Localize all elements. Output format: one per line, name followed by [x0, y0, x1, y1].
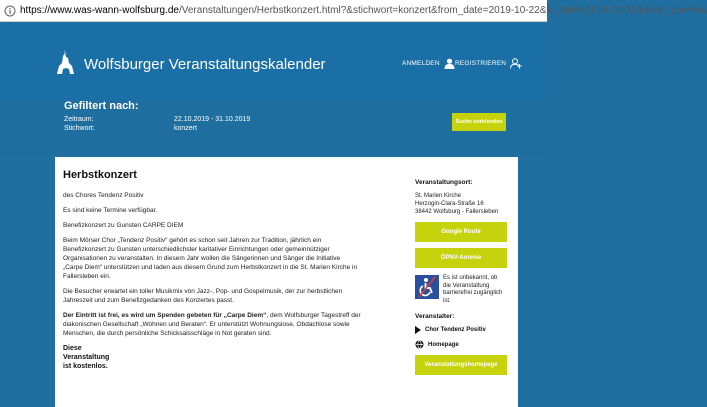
- event-description: Beim Mörser Chor „Tendenz Positiv“ gehört es schon seit Jahren zur Tradition, jährlich ein Benefizkonzert zu Gunsten unterschiedlichster karitativer Einrichtungen oder gemeinnütziger Organisationen zu veranstalten. In diesem Jahr wollen die Sängerinnen und Sänger die Initiative „Carpe Diem“ unterstützen und laden aus diesem Grund zum Herbstkonzert in die St. Marien Kirche in Fallersleben ein.: [63, 237, 358, 280]
- filter-value: 22.10.2019 - 31.10.2019: [174, 116, 251, 123]
- wolf-logo-icon[interactable]: [53, 50, 79, 76]
- free-entry-rest: , dem Wolfsburger Tagestreff der diakonischen Gesellschaft „Wohnen und Beraten“. Er unterstützt Wohnungslose, Obdachlose sowie Menschen, die durch persönliche Schicksalsschläge in Not geraten sind.: [63, 312, 361, 337]
- venue-street: Herzogin-Clara-Straße 16: [415, 201, 484, 207]
- page-info-icon[interactable]: [4, 5, 16, 17]
- chevron-right-icon: [415, 326, 421, 334]
- filter-row-stichwort: [64, 125, 197, 132]
- site-title[interactable]: Wolfsburger Veranstaltungskalender: [84, 56, 326, 73]
- event-subtitle: des Chores Tendenz Positiv: [63, 192, 144, 199]
- organizer-link[interactable]: [415, 326, 507, 334]
- filter-title: Gefiltert nach:: [64, 100, 139, 112]
- event-title: Herbstkonzert: [63, 169, 137, 181]
- filter-summary: [0, 100, 547, 155]
- venue-city: 38442 Wolfsburg - Fallersleben: [415, 209, 499, 215]
- homepage-link[interactable]: [415, 340, 507, 349]
- user-icon: [444, 58, 455, 69]
- login-label: ANMELDEN: [402, 60, 440, 67]
- event-sidebar: [415, 179, 507, 381]
- login-link[interactable]: [402, 58, 455, 69]
- free-notice: Diese Veranstaltung ist kostenlos.: [63, 345, 110, 370]
- organizer-name: Chor Tendenz Positiv: [425, 327, 486, 333]
- wheelchair-icon: [415, 275, 439, 299]
- venue-address: [415, 192, 507, 216]
- venue-heading: Veranstaltungsort:: [415, 179, 473, 186]
- filter-key: Stichwort:: [64, 125, 95, 132]
- filter-row-zeitraum: [64, 116, 250, 123]
- oepnv-button[interactable]: ÖPNV-Anreise: [415, 248, 507, 268]
- add-user-icon: [510, 58, 522, 69]
- show-search-button[interactable]: Suche einblenden: [452, 113, 506, 131]
- free-entry-bold: Der Eintritt ist frei, es wird um Spenden gebeten für „Carpe Diem“: [63, 312, 267, 319]
- register-link[interactable]: [455, 58, 522, 69]
- event-main: [63, 169, 361, 371]
- google-route-button[interactable]: Google Route: [415, 222, 507, 242]
- globe-icon: [415, 340, 424, 349]
- filter-value: konzert: [174, 125, 197, 132]
- event-tagline: Benefizkonzert zu Gunsten CARPE DIEM: [63, 222, 184, 229]
- event-homepage-button[interactable]: Veranstaltungshomepage: [415, 355, 507, 375]
- filter-key: Zeitraum:: [64, 116, 94, 123]
- browser-address-bar[interactable]: [0, 0, 707, 22]
- accessibility-info: [415, 275, 507, 305]
- free-entry-text: [63, 311, 361, 338]
- event-music-text: Die Besucher erwartet ein toller Musikmix von Jazz-, Pop- und Gospelmusik, der zur herbstlichen Jahreszeit und zum Benefizgedanken des Konzertes passt.: [63, 288, 343, 304]
- event-card: [55, 157, 518, 407]
- url-text[interactable]: https://www.was-wann-wolfsburg.de/Veranstaltungen/Herbstkonzert.html?&stichwort=konzert&from_date=2019-10-22&to_date=2019-10-31&date_type=ma: [20, 5, 707, 16]
- register-label: REGISTRIEREN: [455, 60, 507, 67]
- no-dates-text: Es sind keine Termine verfügbar.: [63, 207, 158, 214]
- site-header: [0, 22, 547, 100]
- accessibility-text: Es ist unbekannt, ob die Veranstaltung barrierefrei zugänglich ist.: [443, 275, 503, 304]
- homepage-label: Homepage: [428, 341, 459, 348]
- venue-name: St. Marien Kirche: [415, 193, 462, 199]
- organizer-heading: Veranstalter:: [415, 313, 455, 320]
